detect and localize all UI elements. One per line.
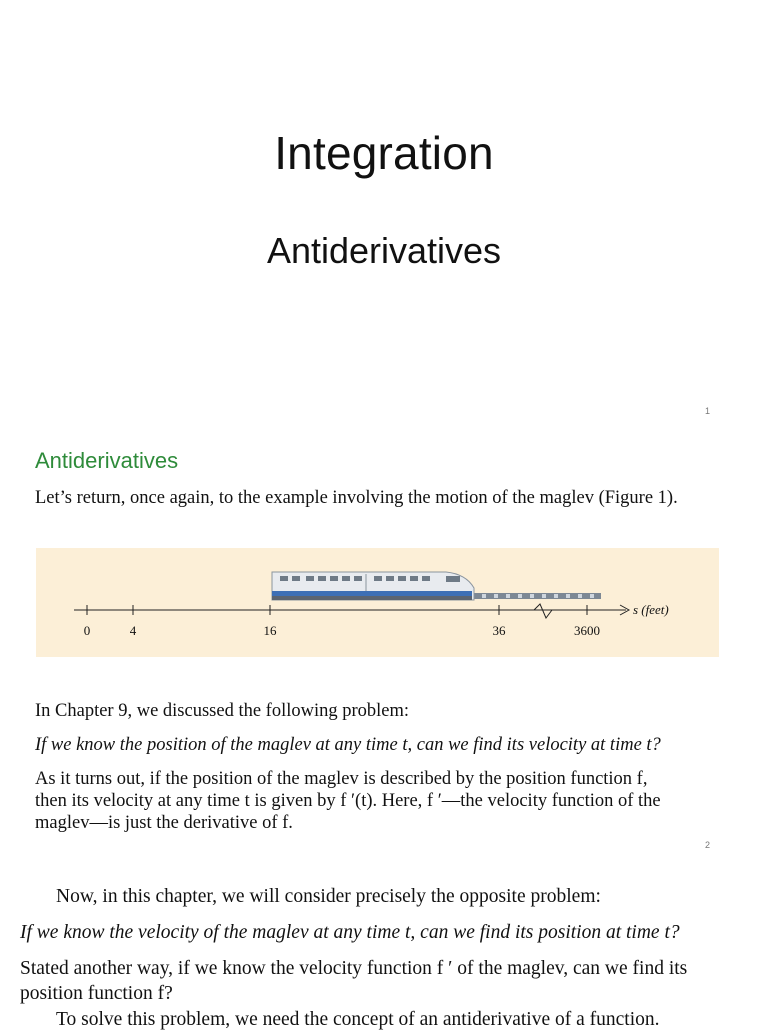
para-chapter9: In Chapter 9, we discussed the following problem:: [35, 701, 410, 721]
slide-1: [0, 0, 768, 430]
para2-line2: then its velocity at any time t is given by f ′(t). Here, f ′—the velocity function of the: [35, 791, 661, 811]
axis-label: s (feet): [633, 602, 669, 617]
page-number: 1: [704, 406, 710, 416]
slide-2: [0, 430, 768, 860]
question-position: If we know the velocity of the maglev at any time t, can we find its position at time t?: [20, 922, 680, 943]
maglev-train: [272, 572, 474, 600]
tick-label-4: 4: [129, 623, 137, 638]
question-velocity: If we know the position of the maglev at any time t, can we find its velocity at time t?: [35, 735, 661, 755]
stated-another-way-line1: Stated another way, if we know the velocity function f ′ of the maglev, can we find its: [20, 958, 688, 979]
maglev-diagram: [36, 548, 719, 657]
axis-break: [534, 604, 552, 618]
tick-label-0: 0: [83, 623, 91, 638]
section-heading: Antiderivatives: [35, 448, 179, 473]
tick-label-16: 16: [263, 623, 277, 638]
antiderivative-concept-text: To solve this problem, we need the concept of an antiderivative of a function.: [56, 1009, 660, 1030]
page-number: 2: [704, 840, 710, 850]
para2-line3: maglev—is just the derivative of f.: [35, 813, 293, 833]
maglev-figure: [36, 548, 719, 657]
opposite-problem-text: Now, in this chapter, we will consider precisely the opposite problem:: [56, 886, 601, 907]
tick-label-3600: 3600: [574, 623, 600, 638]
slide-title: Integration: [274, 127, 494, 179]
intro-text: Let’s return, once again, to the example involving the motion of the maglev (Figure 1).: [35, 488, 678, 508]
stated-another-way-line2: position function f?: [20, 983, 173, 1004]
tick-label-36: 36: [492, 623, 506, 638]
slide-3: [0, 860, 768, 1030]
slide-subtitle: Antiderivatives: [266, 230, 502, 271]
para2-line1: As it turns out, if the position of the maglev is described by the position function f,: [35, 769, 648, 789]
